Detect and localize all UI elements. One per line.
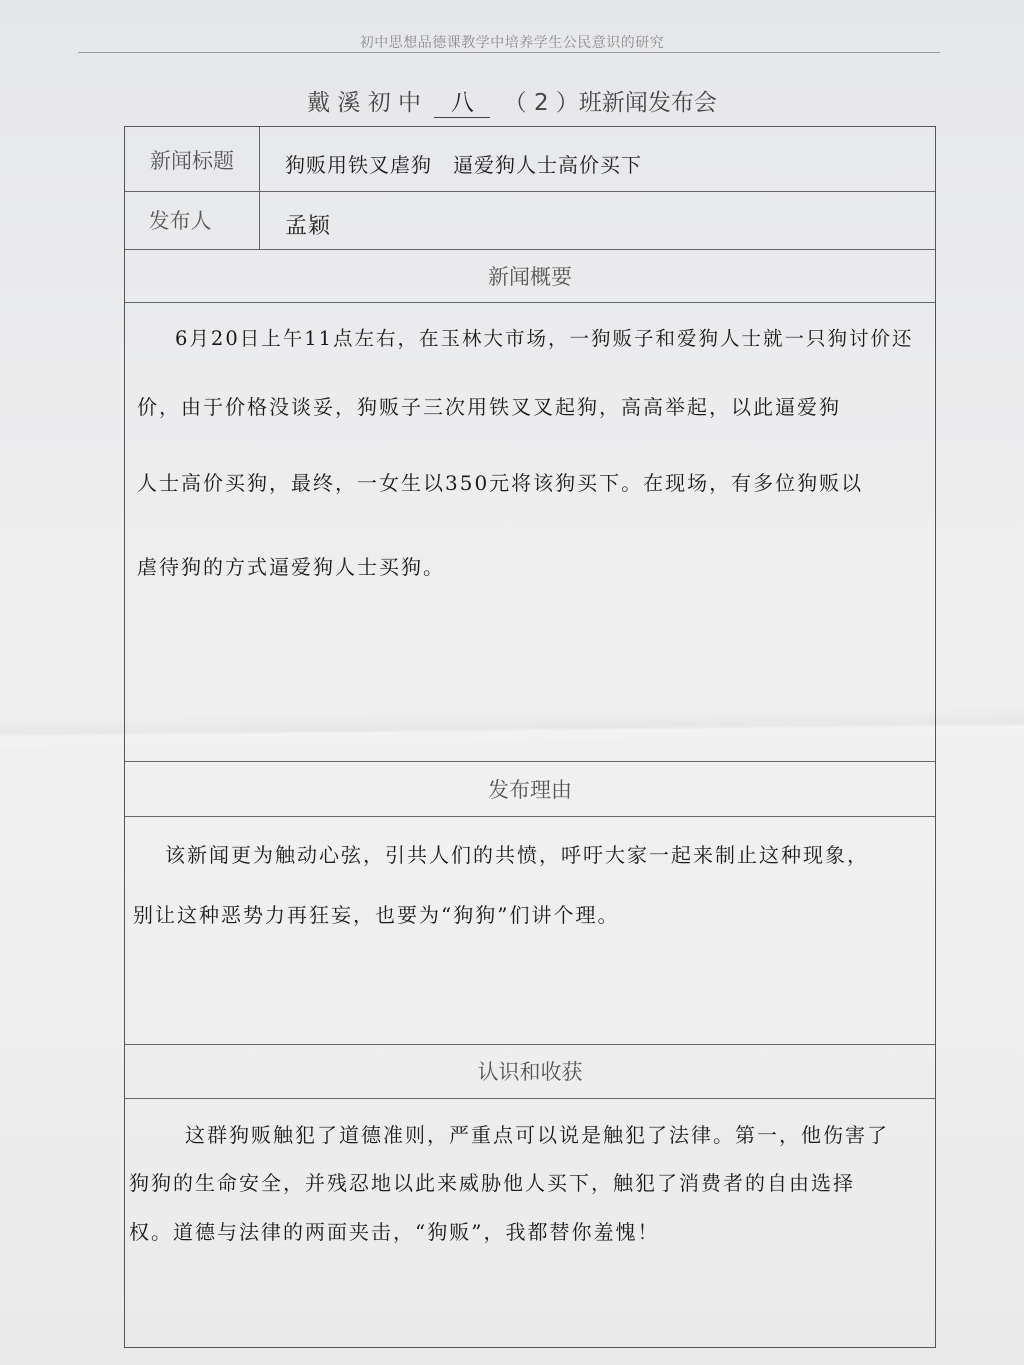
label-column-divider: [259, 127, 260, 249]
summary-line: 价，由于价格没谈妥，狗贩子三次用铁叉叉起狗，高高举起，以此逼爱狗: [137, 395, 841, 419]
row-divider: [125, 1044, 935, 1045]
grade-blank: 八: [434, 84, 490, 118]
form-title-suffix: 班新闻发布会: [578, 90, 717, 116]
news-title-value: 狗贩用铁叉虐狗 逼爱狗人士高价买下: [285, 153, 642, 177]
header-rule: [78, 52, 940, 53]
class-number: （ 2 ）: [503, 90, 579, 116]
row-divider: [125, 191, 935, 192]
research-title-header: 初中思想品德课教学中培养学生公民意识的研究: [359, 35, 665, 51]
form-title: [0, 84, 1024, 118]
row-divider: [125, 761, 935, 762]
row-divider: [125, 1098, 935, 1099]
publisher-value: 孟颖: [285, 214, 332, 239]
gains-heading: 认识和收获: [477, 1060, 583, 1084]
gains-line: 权。道德与法律的两面夹击，“狗贩”，我都替你羞愧！: [129, 1220, 660, 1244]
row-divider: [125, 249, 935, 250]
summary-line: 虐待狗的方式逼爱狗人士买狗。: [137, 555, 445, 579]
publisher-label: 发布人: [148, 209, 212, 233]
gains-line: 狗狗的生命安全，并残忍地以此来威胁他人买下，触犯了消费者的自由选择: [129, 1171, 855, 1195]
summary-line: 6月20日上午11点左右，在玉林大市场，一狗贩子和爱狗人士就一只狗讨价还: [175, 327, 914, 350]
news-form-table: [124, 126, 936, 1348]
summary-line: 人士高价买狗，最终，一女生以350元将该狗买下。在现场，有多位狗贩以: [137, 471, 864, 495]
news-title-label: 新闻标题: [150, 149, 234, 173]
school-name: 戴 溪 初 中: [307, 90, 422, 116]
reason-line: 别让这种恶势力再狂妄，也要为“狗狗”们讲个理。: [133, 903, 620, 927]
reason-line: 该新闻更为触动心弦，引共人们的共愤，呼吁大家一起来制止这种现象，: [165, 843, 869, 867]
row-divider: [125, 302, 935, 303]
reason-heading: 发布理由: [488, 778, 572, 802]
gains-line: 这群狗贩触犯了道德准则，严重点可以说是触犯了法律。第一，他伤害了: [185, 1123, 889, 1147]
summary-heading: 新闻概要: [488, 265, 572, 289]
row-divider: [125, 816, 935, 817]
